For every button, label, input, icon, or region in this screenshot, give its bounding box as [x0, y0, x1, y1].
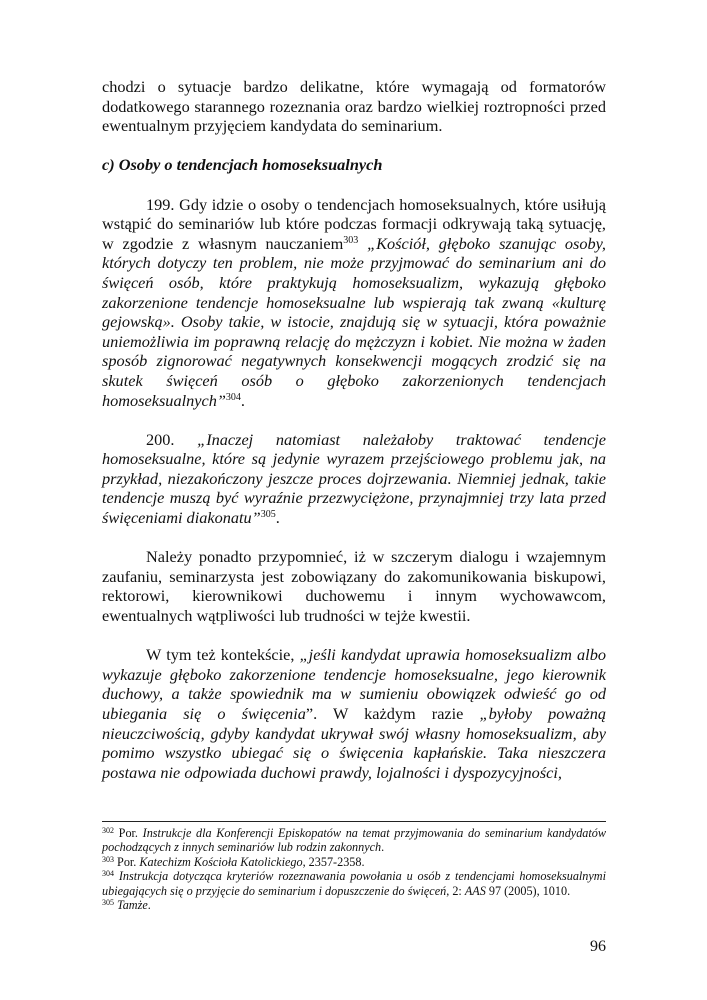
- footnotes: [102, 826, 606, 912]
- paragraph-199: 199. Gdy idzie o osoby o tendencjach homoseksualnych, które usiłują wstąpić do seminariów lub które podczas formacji odkrywają taką sytuację, w zgodzie z własnym nauczaniem$^{303}$ „Kościół, głęboko szanując osoby, których dotyczy ten problem, nie może przyjmować do seminarium ani do święceń osób, które praktykują homoseksualizm, wykazują głęboko zakorzenione tendencje homoseksualne lub wspierają tak zwaną «kulturę gejowską». Osoby takie, w istocie, znajdują się w sytuacji, która poważnie uniemożliwia im poprawną relację do mężczyzn i kobiet. Nie można w żaden sposób zignorować negatywnych konsekwencji mogących zrodzić się na skutek święceń osób o głęboko zakorzenionych tendencjach homoseksualnych”$^{304}$.: [102, 194, 606, 410]
- footnote-302: $^{302}$ Por. Instrukcje dla Konferencji Episkopatów na temat przyjmowania do seminarium kandydatów pochodzących z innych seminariów lub rodzin zakonnych.: [102, 826, 607, 855]
- paragraph-200: 200. „Inaczej natomiast należałoby traktować tendencje homoseksualne, które są jedynie wyrazem przejściowego problemu jak, na przykład, niezakończony jeszcze proces dojrzewania. Niemniej jednak, takie tendencje muszą być wyraźnie przezwyciężone, przynajmniej trzy lata przed święceniami diakonatu”$^{305}$.: [102, 429, 607, 528]
- page-number: 96: [590, 938, 606, 955]
- section-heading: c) Osoby o tendencjach homoseksualnych: [102, 155, 383, 175]
- paragraph-continued: chodzi o sytuacje bardzo delikatne, które wymagają od formatorów dodatkowego starannego rozeznania oraz bardzo wielkiej roztropności przed ewentualnym przyjęciem kandydata do seminarium.: [102, 77, 606, 136]
- quote-text: „jeśli kandydat uprawia homoseksualizm albo wykazuje głęboko zakorzenione tendencje homoseksualne, jego kierownik duchowy, a także spowiednik ma w sumieniu obowiązek odwieść go od ubiegania się o święcenia: [102, 645, 606, 723]
- footnote-303: $^{303}$ Por. Katechizm Kościoła Katolickiego, 2357-2358.: [102, 854, 365, 869]
- quote-text: „byłoby poważną nieuczciwością, gdyby kandydat ukrywał swój własny homoseksualizm, aby pomimo wszystko ubiegać się o święcenia kapłańskie. Taka nieszczera postawa nie odpowiada duchowi prawdy, lojalności i dyspozycyjności,: [102, 704, 606, 782]
- footnote-divider: [102, 821, 606, 822]
- footnote-ref-304[interactable]: 304: [225, 391, 241, 403]
- quote-text: „Kościół, głęboko szanując osoby, których dotyczy ten problem, nie może przyjmować do seminarium ani do święceń osób, które praktykują homoseksualizm, wykazują głęboko zakorzenione tendencje homoseksualne lub wspierają tak zwaną «kulturę gejowską». Osoby takie, w istocie, znajdują się w sytuacji, która poważnie uniemożliwia im poprawną relację do mężczyzn i kobiet. Nie można w żaden sposób zignorować negatywnych konsekwencji mogących zrodzić się na skutek święceń osób o głęboko zakorzenionych tendencjach homoseksualnych”: [102, 233, 606, 410]
- quote-text: „Inaczej natomiast należałoby traktować tendencje homoseksualne, które są jedynie wyrazem przejściowego problemu jak, na przykład, niezakończony jeszcze proces dojrzewania. Niemniej jednak, takie tendencje muszą być wyraźnie przezwyciężone, przynajmniej trzy lata przed święceniami diakonatu”: [102, 429, 607, 528]
- paragraph-kontekst: W tym też kontekście, „jeśli kandydat uprawia homoseksualizm albo wykazuje głęboko zakorzenione tendencje homoseksualne, jego kierownik duchowy, a także spowiednik ma w sumieniu obowiązek odwieść go od ubiegania się o święcenia”. W każdym razie „byłoby poważną nieuczciwością, gdyby kandydat ukrywał swój własny homoseksualizm, aby pomimo wszystko ubiegać się o święcenia kapłańskie. Taka nieszczera postawa nie odpowiada duchowi prawdy, lojalności i dyspozycyjności,: [102, 645, 606, 782]
- footnote-ref-305[interactable]: 305: [260, 509, 276, 521]
- footnote-304: $^{304}$ Instrukcja dotycząca kryteriów rozeznawania powołania u osób z tendencjami homoseksualnymi ubiegających się o przyjęcie do seminarium i dopuszczenie do święceń, 2: AAS 97 (2005), 1010.: [102, 869, 606, 898]
- body-text: [102, 77, 606, 782]
- paragraph-nalezy: Należy ponadto przypomnieć, iż w szczerym dialogu i wzajemnym zaufaniu, seminarzysta jest zobowiązany do zakomunikowania biskupowi, rektorowi, kierownikowi duchowemu i innym wychowawcom, ewentualnych wątpliwości lub trudności w tejże kwestii.: [102, 547, 606, 626]
- footnote-ref-303[interactable]: 303: [343, 234, 359, 246]
- footnote-305: $^{305}$ Tamże.: [102, 898, 151, 913]
